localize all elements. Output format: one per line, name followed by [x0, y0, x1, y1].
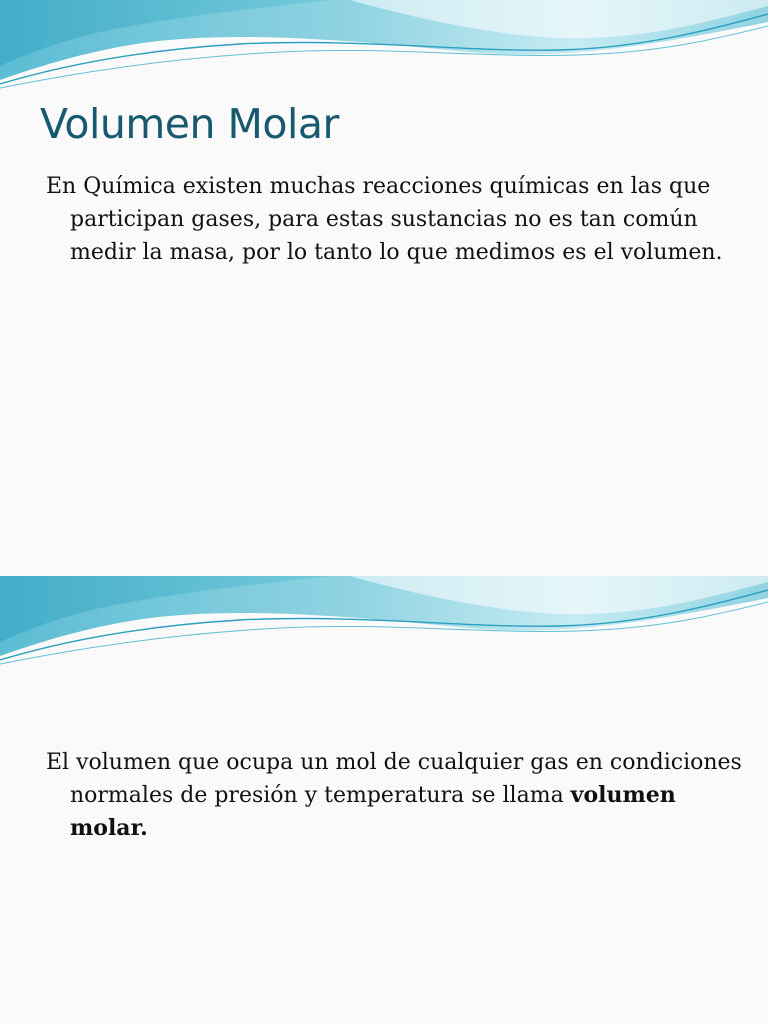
slide-title: Volumen Molar [40, 100, 339, 148]
slide-body-text: En Química existen muchas reacciones químicas en las que participan gases, para estas sustancias no es tan común medir la masa, por lo tanto lo que medimos es el volumen. [46, 174, 723, 265]
body-text-prefix: El volumen que ocupa un mol de cualquier gas en condiciones normales de presión y temperatura se llama [46, 750, 742, 808]
bold-term: volumen molar. [70, 782, 676, 841]
wave-decoration [0, 0, 768, 100]
wave-decoration [0, 576, 768, 676]
slide-body-text [46, 746, 742, 845]
slide-2 [0, 576, 768, 1024]
